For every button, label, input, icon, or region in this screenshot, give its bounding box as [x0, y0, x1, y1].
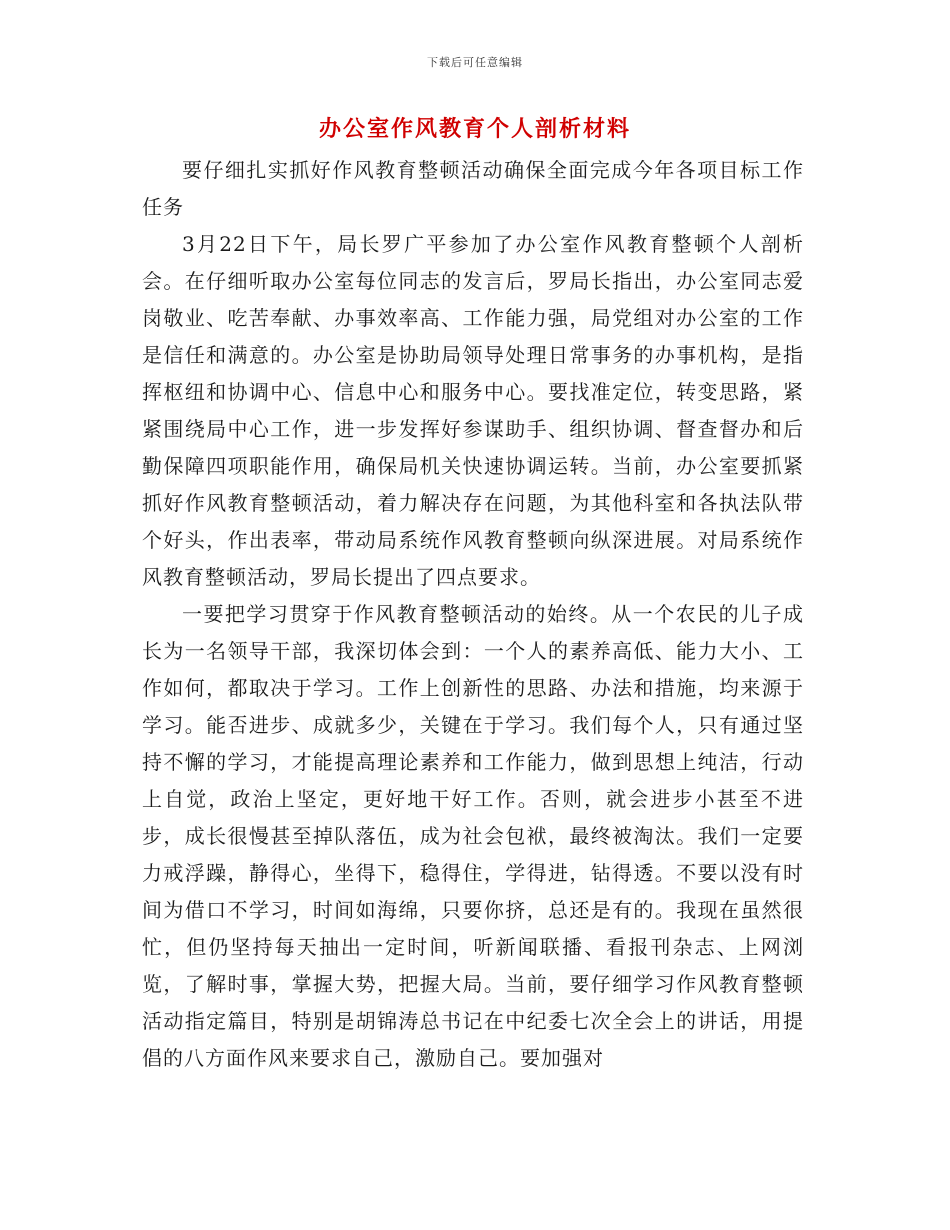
paragraph-meeting: 3月22日下午，局长罗广平参加了办公室作风教育整顿个人剖析会。在仔细听取办公室每位同志的发言后，罗局长指出，办公室同志爱岗敬业、吃苦奉献、办事效率高、工作能力强，局党组对办公室的工作是信任和满意的。办公室是协助局领导处理日常事务的办事机构，是指挥枢纽和协调中心、信息中心和服务中心。要找准定位，转变思路，紧紧围绕局中心工作，进一步发挥好参谋助手、组织协调、督查督办和后勤保障四项职能作用，确保局机关快速协调运转。当前，办公室要抓紧抓好作风教育整顿活动，着力解决存在问题，为其他科室和各执法队带个好头，作出表率，带动局系统作风教育整顿向纵深进展。对局系统作风教育整顿活动，罗局长提出了四点要求。: [142, 232, 804, 589]
paragraph-requirement-one: 一要把学习贯穿于作风教育整顿活动的始终。从一个农民的儿子成长为一名领导干部，我深切体会到：一个人的素养高低、能力大小、工作如何，都取决于学习。工作上创新性的思路、办法和措施，均来源于学习。能否进步、成就多少，关键在于学习。我们每个人，只有通过坚持不懈的学习，才能提高理论素养和工作能力，做到思想上纯洁，行动上自觉，政治上坚定，更好地干好工作。否则，就会进步小甚至不进步，成长很慢甚至掉队落伍，成为社会包袱，最终被淘汰。我们一定要力戒浮躁，静得心，坐得下，稳得住，学得进，钻得透。不要以没有时间为借口不学习，时间如海绵，只要你挤，总还是有的。我现在虽然很忙，但仍坚持每天抽出一定时间，听新闻联播、看报刊杂志、上网浏览，了解时事，掌握大势，把握大局。当前，要仔细学习作风教育整顿活动指定篇目，特别是胡锦涛总书记在中纪委七次全会上的讲话，用提倡的八方面作风来要求自己，激励自己。要加强对: [142, 602, 804, 1070]
document-title: 办公室作风教育个人剖析材料: [318, 116, 631, 142]
paragraph-subtitle: 要仔细扎实抓好作风教育整顿活动确保全面完成今年各项目标工作任务: [142, 158, 804, 219]
page-header-note: 下载后可任意编辑: [427, 56, 523, 69]
document-body: [142, 152, 804, 1077]
